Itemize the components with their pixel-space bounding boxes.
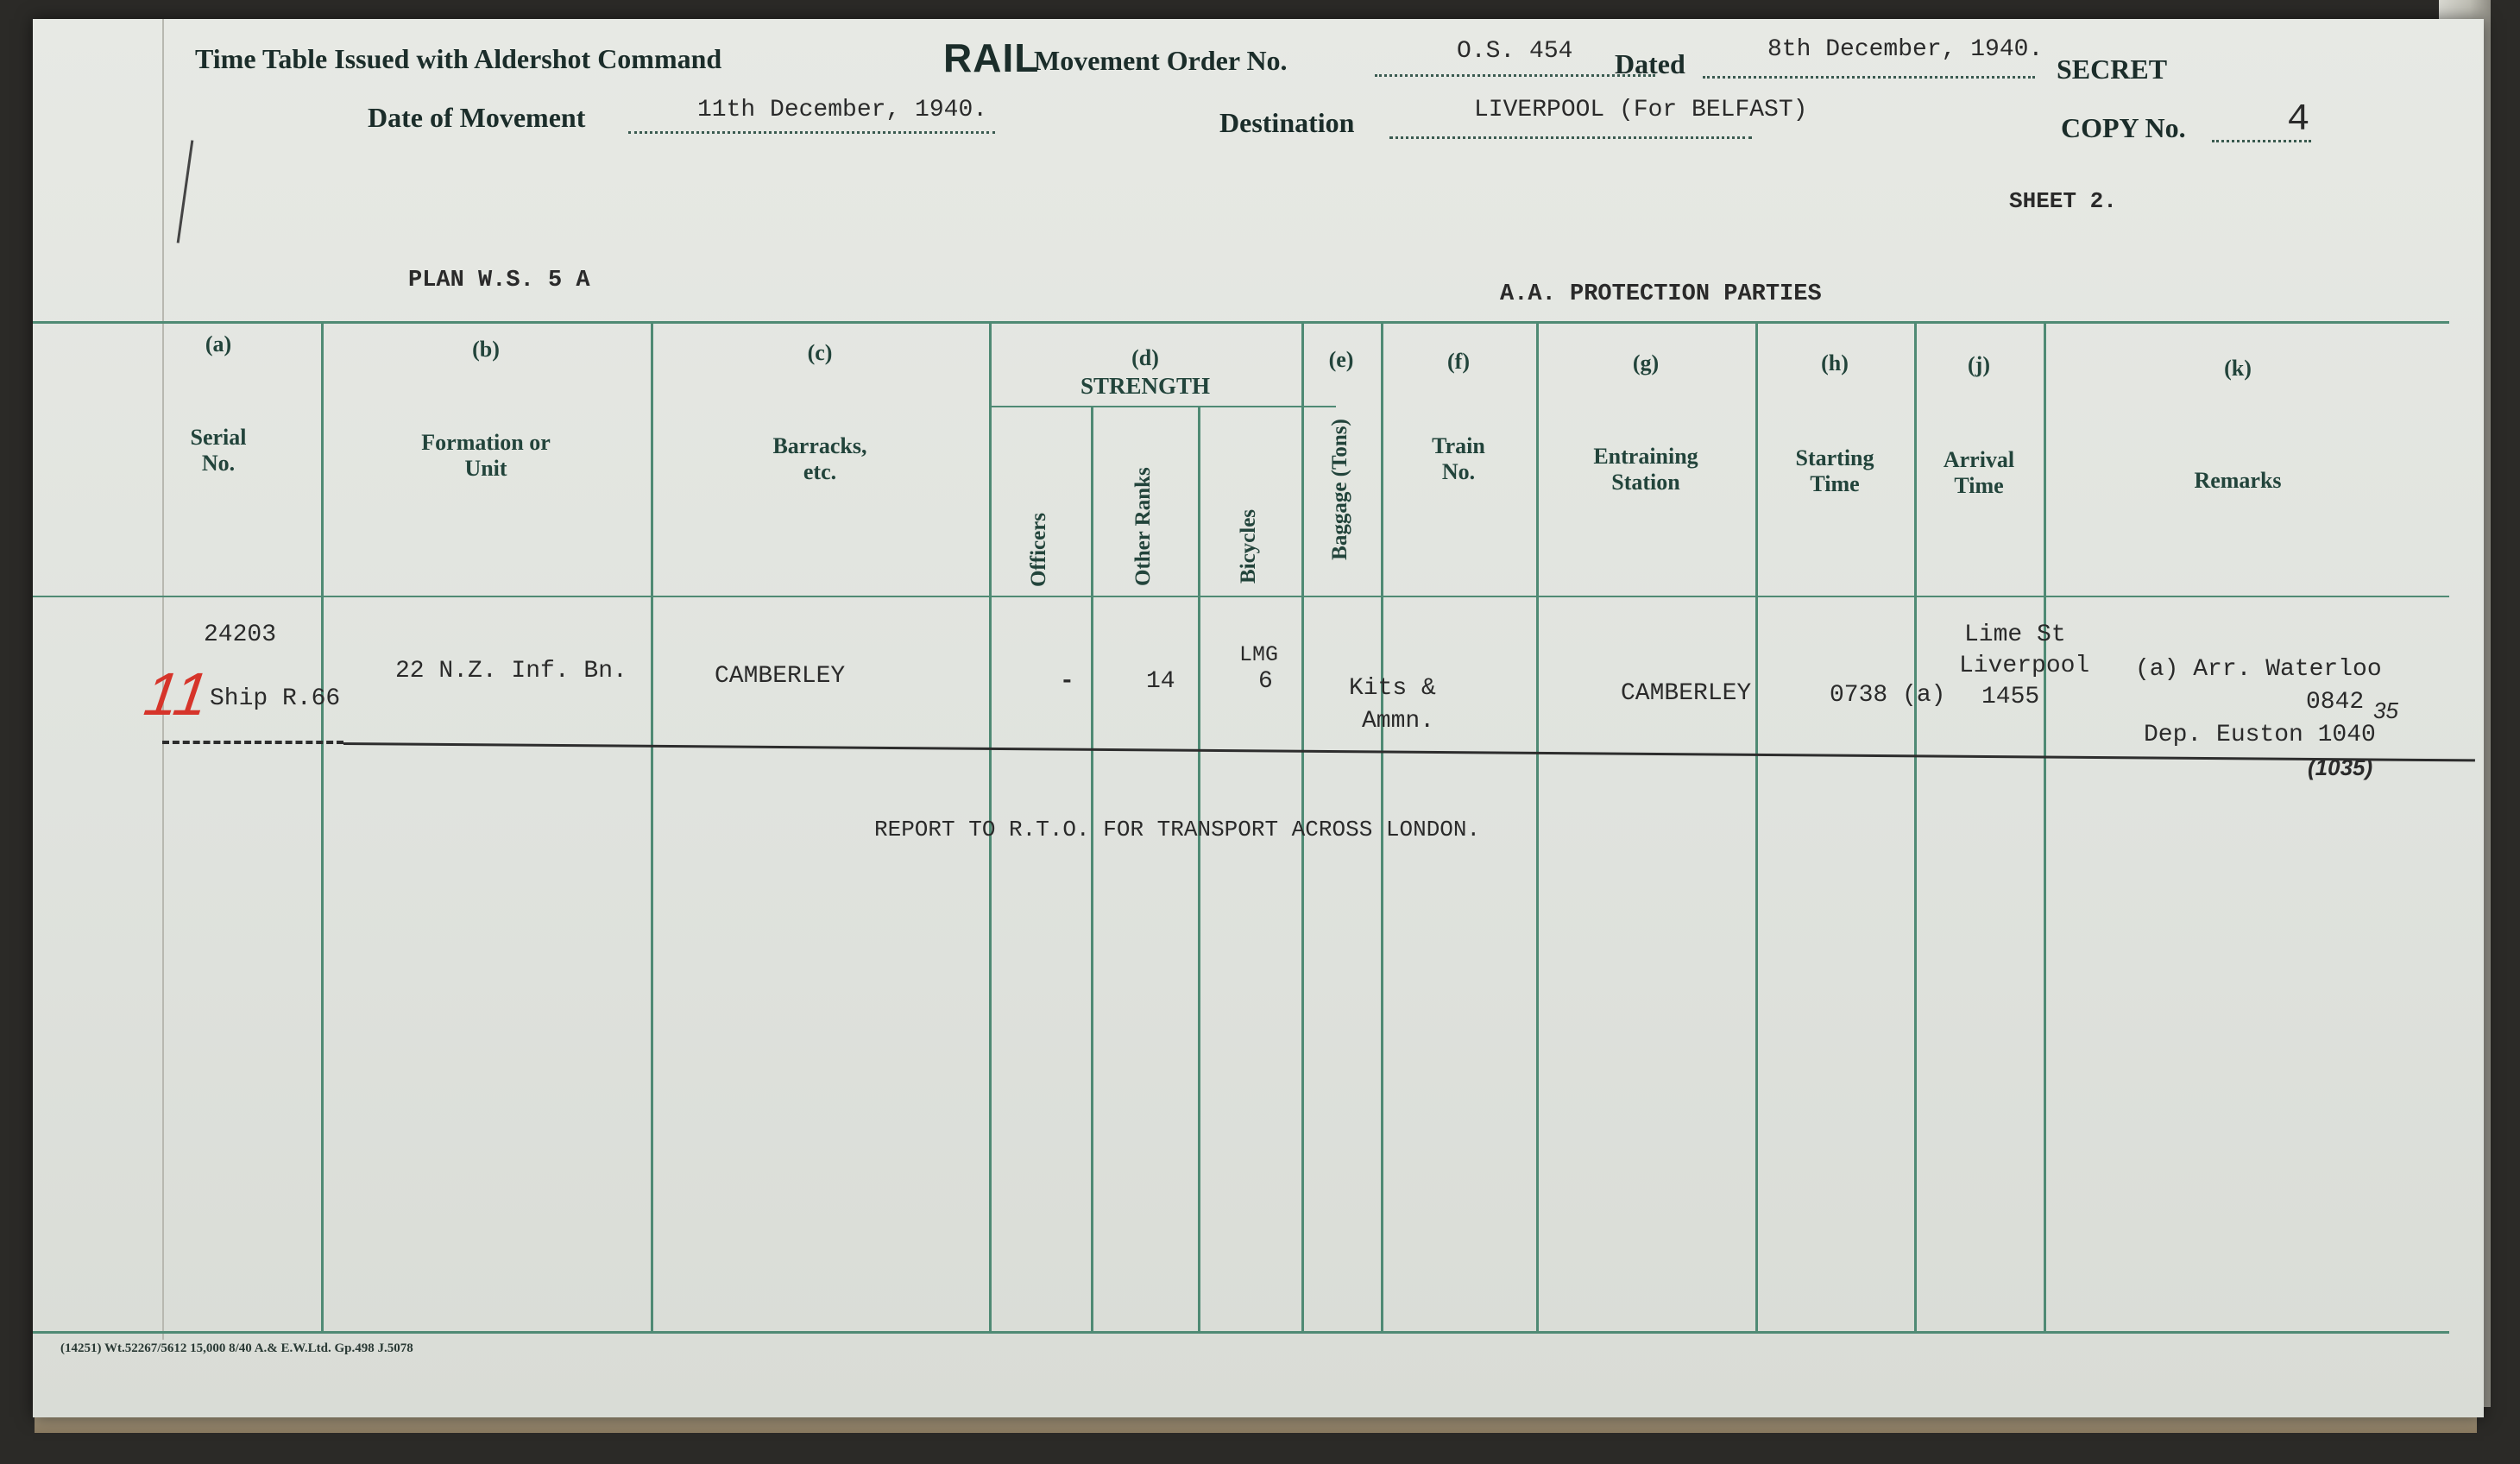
table-bottom-rule [33, 1331, 2449, 1334]
remarks-handwritten-time: (1035) [2308, 754, 2373, 780]
handwritten-serial-mark: 11 [140, 660, 213, 728]
secret-label: SECRET [2057, 54, 2168, 85]
col-h-title-2: Time [1810, 471, 1860, 496]
col-f-title-1: Train [1432, 433, 1485, 458]
arrival-station-1: Lime St [1964, 622, 2066, 648]
destination-label: Destination [1219, 107, 1355, 138]
timetable-form [33, 19, 2484, 1417]
bicycles-count: 6 [1258, 668, 1273, 695]
ship-number: Ship R.66 [210, 685, 341, 712]
officers-count: - [1060, 668, 1074, 695]
col-e-letter: (e) [1328, 347, 1354, 372]
col-g-title-2: Station [1611, 470, 1680, 495]
col-k-letter: (k) [2224, 356, 2252, 381]
other-ranks-count: 14 [1146, 668, 1175, 695]
col-d-letter: (d) [1131, 345, 1159, 370]
destination-value: LIVERPOOL (For BELFAST) [1474, 97, 1808, 123]
col-d-sub-bicycles: Bicycles [1237, 508, 1260, 584]
arrival-station-2: Liverpool [1959, 653, 2090, 679]
formation-unit: 22 N.Z. Inf. Bn. [395, 658, 627, 685]
col-h-letter: (h) [1821, 350, 1849, 375]
col-c-title-2: etc. [803, 459, 837, 484]
col-a-title-2: No. [201, 451, 236, 476]
movement-order-dots [1375, 74, 1655, 77]
print-code: (14251) Wt.52267/5612 15,000 8/40 A.& E.W.Ltd. Gp.498 J.5078 [60, 1341, 413, 1355]
col-line-d2 [1198, 406, 1200, 1331]
arrival-time: 1455 [1981, 684, 2040, 710]
col-c-letter: (c) [807, 340, 833, 365]
entraining-station: CAMBERLEY [1621, 680, 1752, 707]
col-b-title-1: Formation or [421, 430, 551, 455]
remarks-line-1: (a) Arr. Waterloo [2135, 656, 2382, 683]
col-f-title-2: No. [1441, 459, 1476, 484]
col-line-d1 [1091, 406, 1093, 1331]
copy-no-value: 4 [2287, 98, 2310, 142]
parties-label: A.A. PROTECTION PARTIES [1500, 281, 1822, 307]
col-a-title-1: Serial [190, 425, 247, 450]
col-j-letter: (j) [1968, 352, 1990, 377]
starting-time: 0738 (a) [1830, 682, 1946, 709]
col-e-title: Baggage (Tons) [1328, 419, 1351, 560]
plan-label: PLAN W.S. 5 A [408, 268, 590, 293]
dated-value: 8th December, 1940. [1767, 36, 2044, 63]
col-a-letter: (a) [205, 331, 232, 357]
col-c-title-1: Barracks, [772, 433, 867, 458]
serial-number: 24203 [204, 622, 277, 648]
rail-label: RAIL [943, 35, 1040, 80]
movement-order-label: Movement Order No. [1034, 45, 1288, 76]
dated-dots [1703, 76, 2035, 79]
col-j-title-1: Arrival [1943, 447, 2015, 472]
col-g-letter: (g) [1632, 350, 1660, 375]
date-of-movement-value: 11th December, 1940. [697, 97, 988, 123]
date-of-movement-label: Date of Movement [368, 102, 586, 133]
col-g-title-1: Entraining [1593, 444, 1698, 469]
remarks-line-3: Dep. Euston 1040 [2144, 722, 2376, 748]
col-k-title: Remarks [2194, 468, 2282, 493]
barracks: CAMBERLEY [715, 663, 846, 690]
transport-note: REPORT TO R.T.O. FOR TRANSPORT ACROSS LONDON. [874, 817, 1481, 842]
copy-no-label: COPY No. [2061, 112, 2186, 143]
col-b-letter: (b) [472, 337, 500, 362]
col-b-title-2: Unit [464, 456, 507, 481]
strength-rule [989, 406, 1336, 407]
col-d-sub-other-ranks: Other Ranks [1131, 467, 1155, 586]
baggage-line-2: Ammn. [1362, 708, 1435, 735]
col-d-title: STRENGTH [1080, 373, 1211, 399]
baggage-line-1: Kits & [1349, 675, 1436, 702]
col-f-letter: (f) [1447, 349, 1470, 374]
col-j-title-2: Time [1954, 473, 2004, 498]
destination-dots [1389, 136, 1752, 139]
remarks-line-2: 0842 [2306, 689, 2365, 716]
remarks-handwritten-correction: 35 [2373, 697, 2398, 723]
date-of-movement-dots [628, 131, 995, 134]
bicycles-lmg: LMG [1239, 642, 1279, 667]
col-d-sub-officers: Officers [1027, 512, 1050, 588]
pencil-mark [177, 140, 194, 243]
row-dash-left [162, 741, 343, 744]
movement-order-value: O.S. 454 [1457, 38, 1573, 65]
col-h-title-1: Starting [1795, 445, 1874, 470]
time-table-label: Time Table Issued with Aldershot Command [195, 43, 722, 74]
table-top-rule [33, 321, 2449, 324]
dated-label: Dated [1615, 48, 1685, 79]
sheet-label: SHEET 2. [2009, 188, 2117, 214]
